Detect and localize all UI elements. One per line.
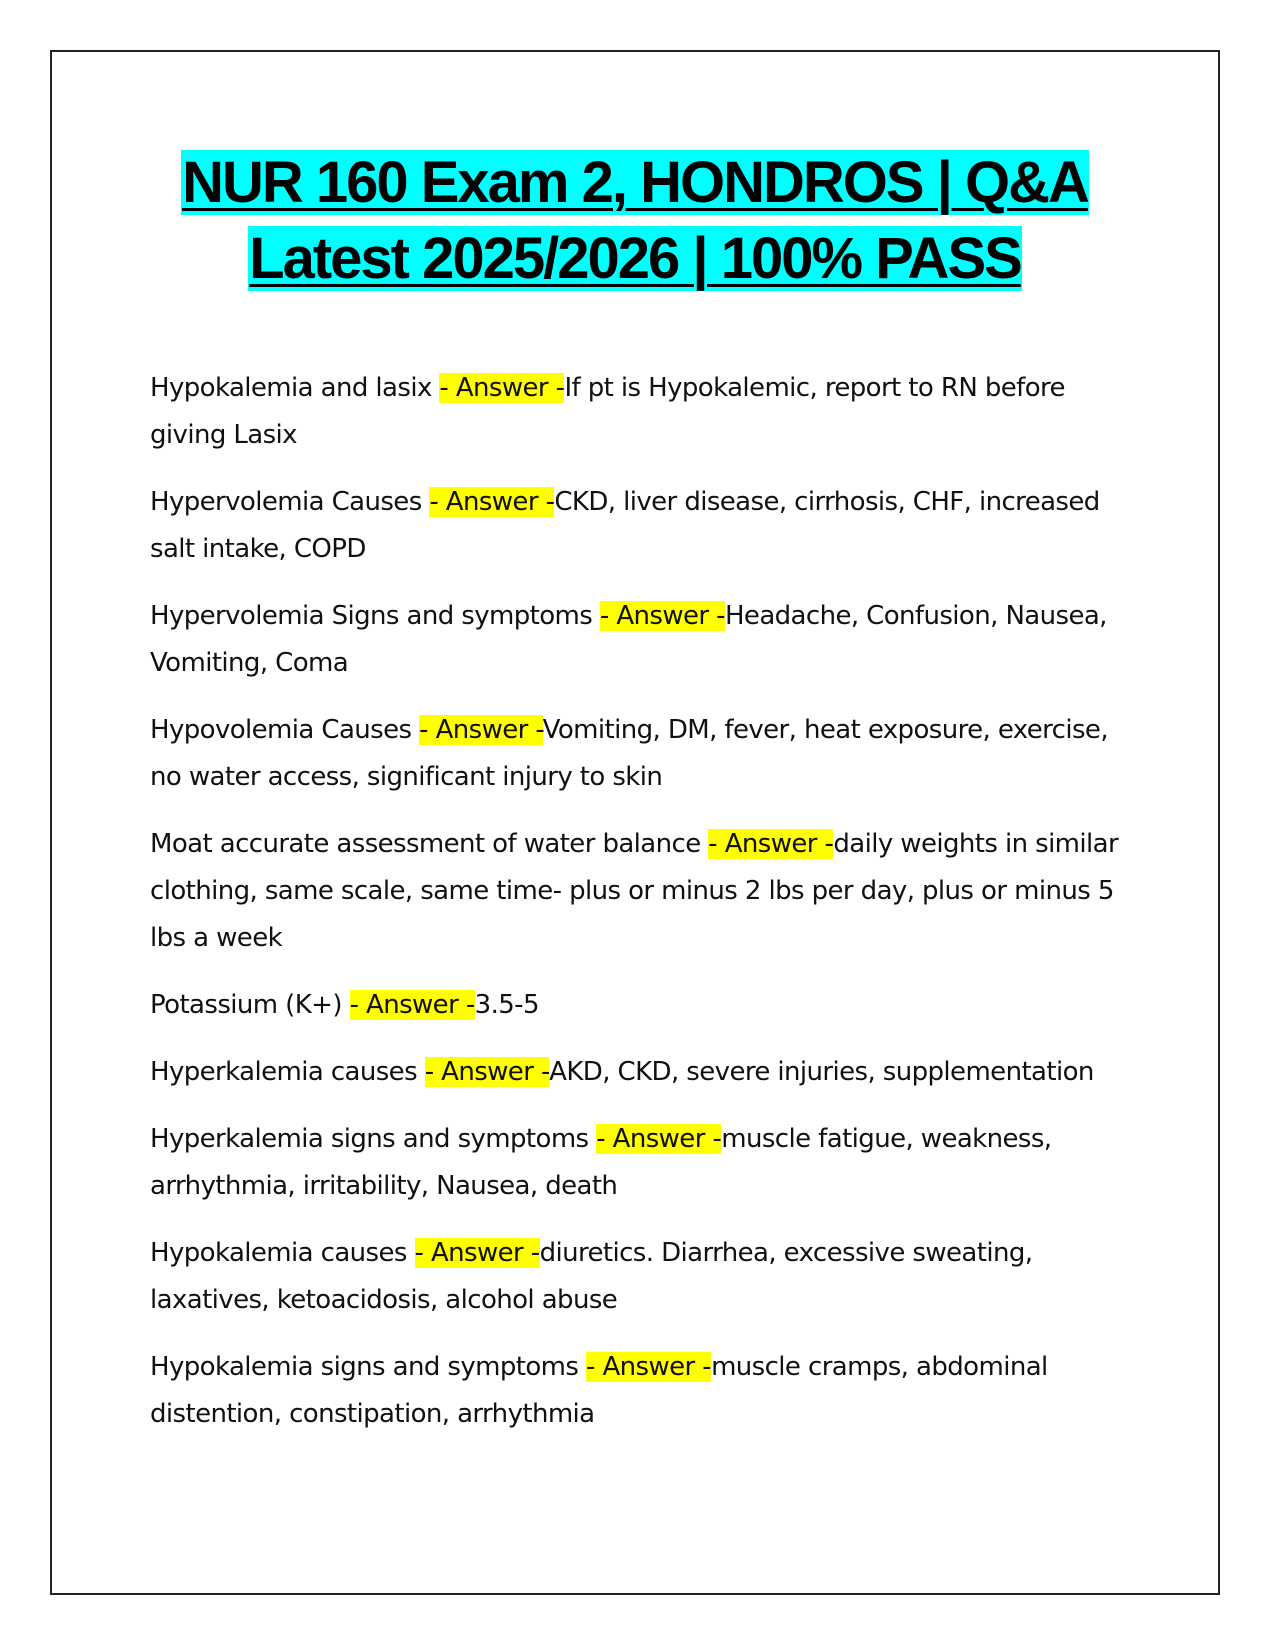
answer-text: muscle cramps, abdominal distention, constipation, arrhythmia	[150, 1352, 1048, 1429]
question-text: Hypovolemia Causes	[150, 715, 420, 745]
question-text: Potassium (K+)	[150, 990, 350, 1020]
answer-text: 3.5-5	[474, 990, 539, 1020]
question-text: Hypokalemia and lasix	[150, 373, 440, 403]
question-text: Moat accurate assessment of water balance	[150, 829, 709, 859]
qa-list	[150, 365, 1120, 1458]
answer-marker: - Answer -	[419, 715, 543, 745]
answer-text: Vomiting, DM, fever, heat exposure, exercise, no water access, significant injury to skin	[150, 715, 1108, 792]
document-title	[50, 145, 1220, 297]
title-line-1-text: NUR 160 Exam 2, HONDROS | Q&A	[182, 150, 1088, 215]
answer-marker: - Answer -	[429, 487, 555, 517]
qa-item	[150, 365, 1120, 459]
answer-text: diuretics. Diarrhea, excessive sweating, laxatives, ketoacidosis, alcohol abuse	[150, 1238, 1033, 1315]
question-text: Hypervolemia Causes	[150, 487, 430, 517]
answer-marker: - Answer -	[599, 601, 725, 631]
qa-item	[150, 1230, 1120, 1324]
answer-marker: - Answer -	[414, 1238, 540, 1268]
question-text: Hypokalemia causes	[150, 1238, 415, 1268]
question-text: Hyperkalemia causes	[150, 1057, 425, 1087]
question-text: Hyperkalemia signs and symptoms	[150, 1124, 597, 1154]
title-line-1	[50, 145, 1220, 221]
answer-marker: - Answer -	[586, 1352, 712, 1382]
answer-text: daily weights in similar clothing, same scale, same time- plus or minus 2 lbs per day, plus or minus 5 lbs a week	[150, 829, 1119, 953]
answer-text: CKD, liver disease, cirrhosis, CHF, increased salt intake, COPD	[150, 487, 1100, 564]
title-line-2-text: Latest 2025/2026 | 100% PASS	[249, 226, 1021, 291]
qa-item	[150, 707, 1120, 801]
answer-marker: - Answer -	[349, 990, 475, 1020]
qa-item	[150, 982, 1120, 1029]
qa-item	[150, 1049, 1120, 1096]
answer-marker: - Answer -	[439, 373, 565, 403]
answer-text: muscle fatigue, weakness, arrhythmia, irritability, Nausea, death	[150, 1124, 1052, 1201]
question-text: Hypervolemia Signs and symptoms	[150, 601, 600, 631]
title-line-2	[50, 221, 1220, 297]
answer-text: If pt is Hypokalemic, report to RN before giving Lasix	[150, 373, 1065, 450]
answer-text: Headache, Confusion, Nausea, Vomiting, Coma	[150, 601, 1107, 678]
qa-item	[150, 1116, 1120, 1210]
answer-text: AKD, CKD, severe injuries, supplementation	[549, 1057, 1094, 1087]
qa-item	[150, 1344, 1120, 1438]
qa-item	[150, 821, 1120, 962]
answer-marker: - Answer -	[424, 1057, 550, 1087]
answer-marker: - Answer -	[596, 1124, 722, 1154]
qa-item	[150, 479, 1120, 573]
question-text: Hypokalemia signs and symptoms	[150, 1352, 586, 1382]
answer-marker: - Answer -	[708, 829, 834, 859]
qa-item	[150, 593, 1120, 687]
